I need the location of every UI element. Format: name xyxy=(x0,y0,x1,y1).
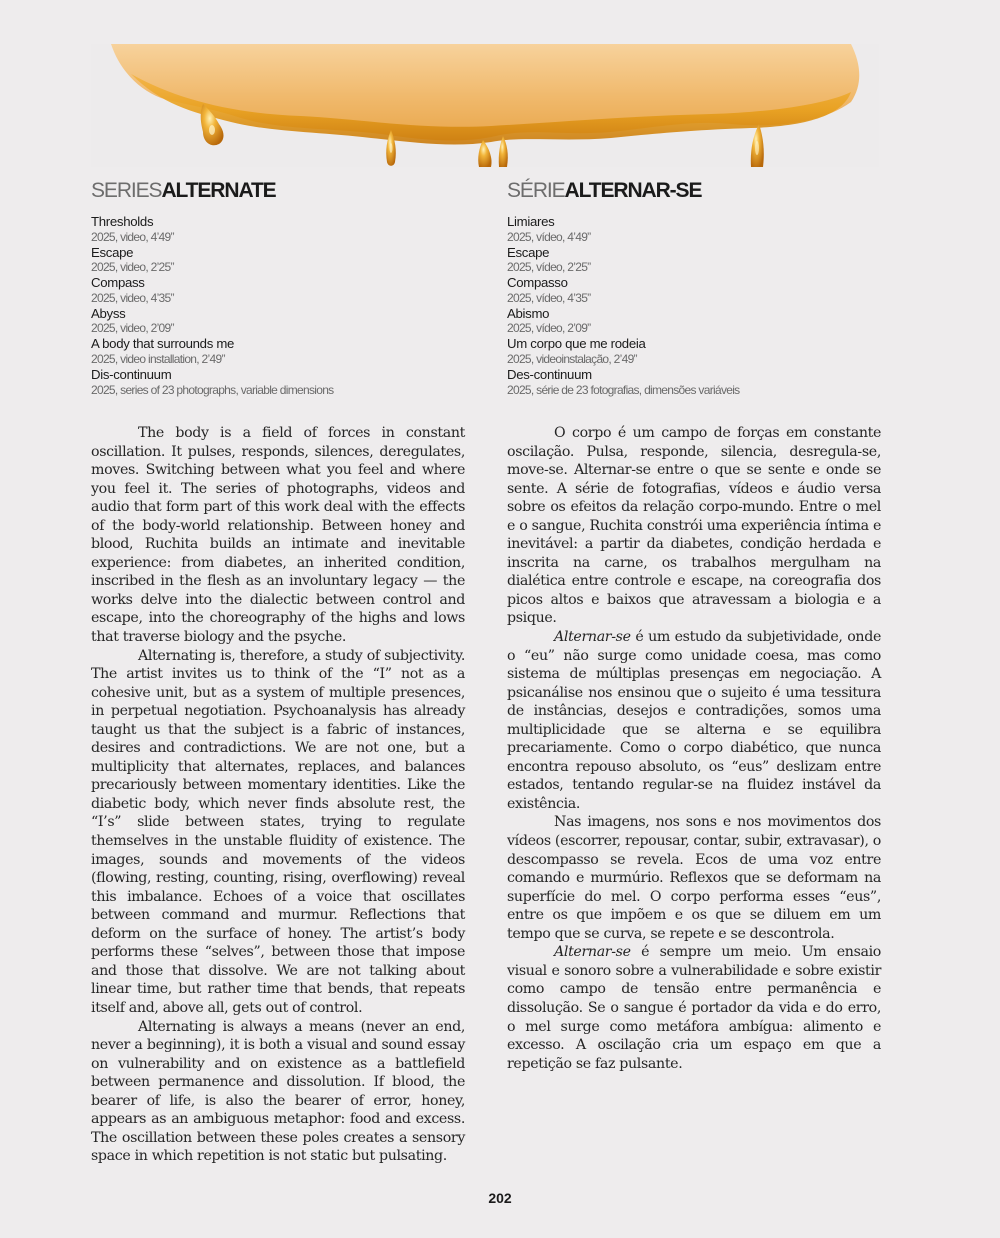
hero-honey-image xyxy=(91,44,879,167)
english-body-text xyxy=(91,424,465,1166)
work-meta: 2025, vídeo, 2’09” xyxy=(507,321,591,336)
body-paragraph: Nas imagens, nos sons e nos movimentos dos vídeos (escorrer, repousar, contar, subir, extravasar), o descompasso se revela. Ecos de uma voz entre comando e murmúrio. Reflexos que se deformam na superfície do mel. O corpo performa esses “eus”, entre os que impõem e os que se diluem em um tempo que se curva, se repete e se descontrola. xyxy=(507,814,881,942)
body-paragraph: Alternar-se é um estudo da subjetividade, onde o “eu” não surge como unidade coesa, mas como sistema de múltiplas presenças em negociação. A psicanálise nos ensinou que o sujeito é uma tessitura de instâncias, desejos e contradições, somos uma multiplicidade que se alterna e se equilibra precariamente. Como o corpo diabético, que nunca encontra repouso absoluto, os “eus” deslizam entre estados, tentando regular-se na fluidez instável da existência. xyxy=(507,629,881,812)
work-item xyxy=(91,336,465,367)
body-paragraph: The body is a field of forces in constant oscillation. It pulses, responds, silences, deregulates, moves. Switching between what you feel and where you feel it. The series of photographs, videos and audio that form part of this work deal with the effects of the body-world relationship. Between honey and blood, Ruchita builds an intimate and inevitable experience: from diabetes, an inherited condition, inscribed in the flesh as an involuntary legacy — the works delve into the dialectic between control and escape, into the choreography of the highs and lows that traverse biology and the psyche. xyxy=(91,425,465,646)
work-title: Limiares xyxy=(507,214,555,229)
work-title: Escape xyxy=(91,244,134,260)
work-meta: 2025, video installation, 2’49” xyxy=(91,351,225,366)
work-meta: 2025, vídeo, 2’25” xyxy=(507,260,591,275)
work-title: A body that surrounds me xyxy=(91,336,235,352)
page-number: 202 xyxy=(488,1190,512,1206)
work-meta: 2025, video, 4’35” xyxy=(91,290,174,305)
work-meta: 2025, vídeo, 4’35” xyxy=(507,290,591,305)
work-item xyxy=(507,367,881,398)
works-list xyxy=(507,214,881,398)
work-title: Um corpo que me rodeia xyxy=(507,336,646,352)
work-meta: 2025, video, 2’09” xyxy=(91,321,174,336)
body-paragraph: O corpo é um campo de forças em constante oscilação. Pulsa, responde, silencia, desregula-se, move-se. Alternar-se entre o que se sente e onde se sente. A série de fotografias, vídeos e áudio versa sobre os efeitos da relação corpo-mundo. Entre o mel e o sangue, Ruchita constrói uma experiência íntima e inevitável: a partir da diabetes, condição herdada e inscrita na carne, os trabalhos mergulham na dialética entre controle e escape, na coreografia dos picos altos e baixos que atravessam a biologia e a psique. xyxy=(507,425,881,627)
work-item xyxy=(507,275,881,306)
work-item xyxy=(507,336,881,367)
work-title: Abismo xyxy=(507,305,550,321)
work-item xyxy=(507,306,881,337)
work-title: Dis-continuum xyxy=(91,366,172,382)
works-list xyxy=(91,214,465,398)
english-column-header xyxy=(91,178,465,398)
work-meta: 2025, video, 4’49” xyxy=(91,229,174,244)
work-item xyxy=(507,245,881,276)
work-title: Compass xyxy=(91,275,145,291)
italic-series-title: Alternar-se xyxy=(554,944,631,961)
work-meta: 2025, video, 2’25” xyxy=(91,260,174,275)
work-item xyxy=(91,245,465,276)
work-title: Compasso xyxy=(507,275,568,291)
portuguese-column-header xyxy=(507,178,881,398)
work-meta: 2025, vídeo, 4’49” xyxy=(507,229,591,244)
work-meta: 2025, series of 23 photographs, variable dimensions xyxy=(91,382,334,397)
work-title: Des-continuum xyxy=(507,366,592,382)
body-paragraph: Alternating is, therefore, a study of subjectivity. The artist invites us to think of the “I” not as a cohesive unit, but as a system of multiple presences, in perpetual negotiation. Psychoanalysis has already taught us that the subject is a fabric of instances, desires and contradictions. We are not one, but a multiplicity that alternates, replaces, and balances precariously between momentary identities. Like the diabetic body, which never finds absolute rest, the “I’s” slide between states, trying to regulate themselves in the unstable fluidity of existence. The images, sounds and movements of the videos (flowing, resting, counting, rising, overflowing) reveal this imbalance. Echoes of a voice that oscillates between command and murmur. Reflections that deform on the surface of honey. The artist’s body performs these “selves”, between those that impose and those that dissolve. We are not talking about linear time, but rather time that bends, that repeats itself and, above all, gets out of control. xyxy=(91,647,465,1016)
work-meta: 2025, série de 23 fotografias, dimensões variáveis xyxy=(507,382,740,397)
series-heading: SERIESALTERNATE xyxy=(91,179,276,202)
portuguese-body-text xyxy=(507,424,881,1073)
work-item xyxy=(91,214,465,245)
work-item xyxy=(91,306,465,337)
work-meta: 2025, videoinstalação, 2’49” xyxy=(507,351,637,366)
work-title: Thresholds xyxy=(91,214,154,229)
body-paragraph: Alternating is always a means (never an end, never a beginning), it is both a visual and sound essay on vulnerability and on existence as a battlefield between permanence and dissolution. If blood, the bearer of life, is also the bearer of error, honey, appears as an ambiguous metaphor: food and excess. The oscillation between these poles creates a sensory space in which repetition is not static but pulsating. xyxy=(91,1018,465,1165)
body-paragraph: Alternar-se é sempre um meio. Um ensaio visual e sonoro sobre a vulnerabilidade e sobre existir como campo de tensão entre permanência e dissolução. Se o sangue é portador da vida e do erro, o mel surge como metáfora ambígua: alimento e excesso. A oscilação cria um espaço em que a repetição se faz pulsante. xyxy=(507,944,881,1072)
italic-series-title: Alternar-se xyxy=(554,629,631,646)
work-title: Abyss xyxy=(91,305,126,321)
work-item xyxy=(91,275,465,306)
work-item xyxy=(91,367,465,398)
work-item xyxy=(507,214,881,245)
work-title: Escape xyxy=(507,244,550,260)
series-heading: SÉRIEALTERNAR-SE xyxy=(507,179,702,202)
